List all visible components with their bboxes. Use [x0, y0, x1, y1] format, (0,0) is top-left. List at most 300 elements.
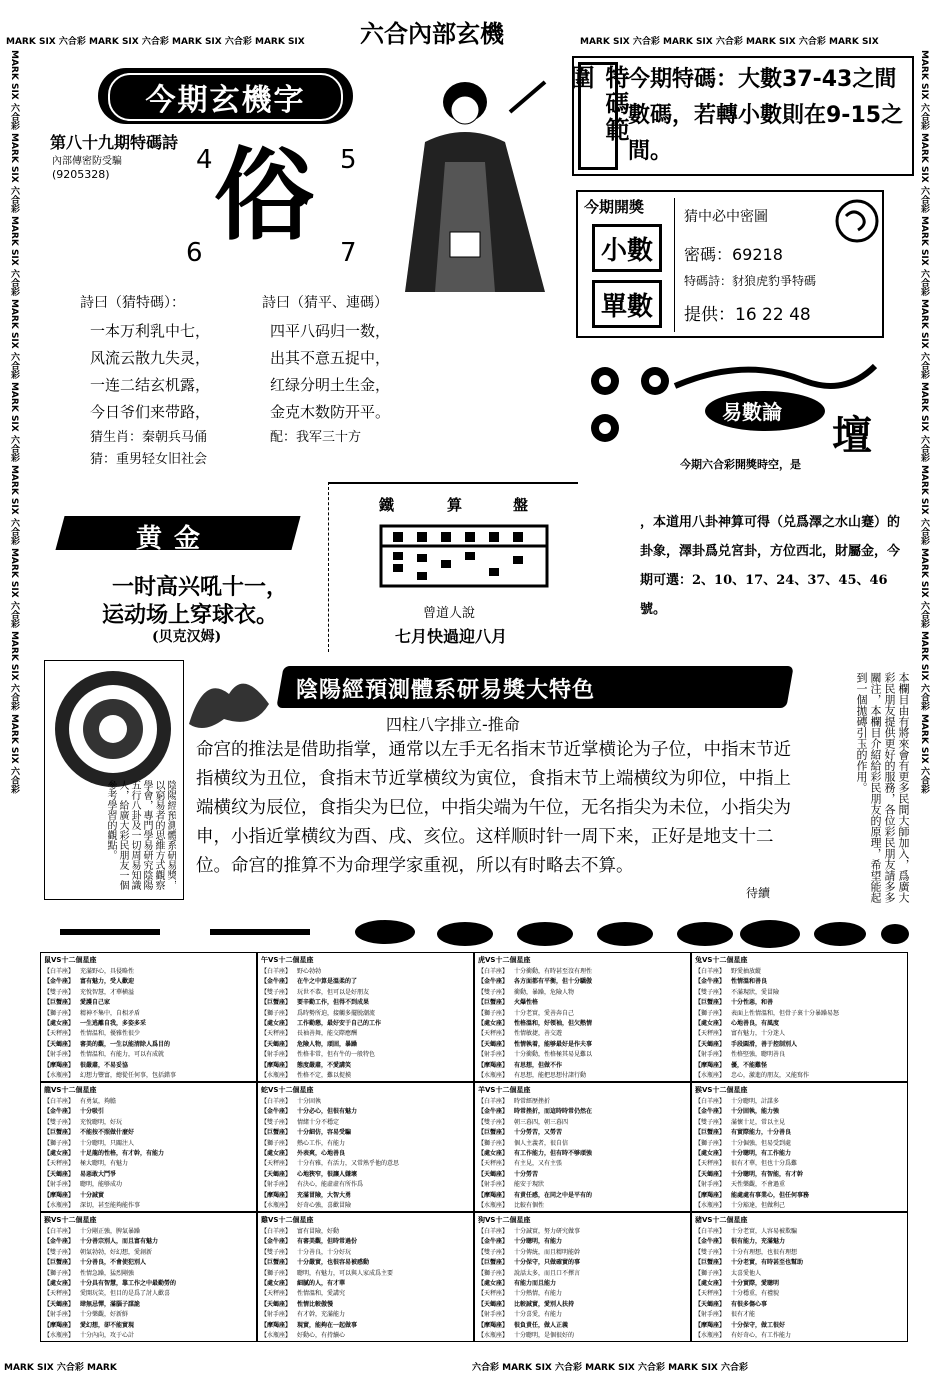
zodiac-sign: 【摩羯座】	[261, 1061, 292, 1069]
zodiac-sign: 【射手座】	[695, 1181, 726, 1189]
zodiac-row	[44, 1170, 253, 1180]
zodiac-desc: 在牛之中算是溫柔的了	[297, 978, 358, 986]
zodiac-desc: 性情温和，優雅性很少	[80, 1030, 141, 1038]
xuanji-char: 俗	[214, 136, 314, 254]
zodiac-row	[44, 1331, 253, 1341]
zodiac-sign: 【金牛座】	[44, 978, 75, 986]
zodiac-sign: 【巨蟹座】	[478, 1129, 509, 1137]
zodiac-row	[261, 1128, 470, 1138]
zodiac-sign: 【處女座】	[695, 1150, 726, 1158]
zodiac-sign: 【摩羯座】	[44, 1061, 75, 1069]
zodiac-row	[44, 1097, 253, 1107]
zodiac-desc: 愛開玩笑，但目的是爲了討人歡喜	[80, 1290, 171, 1298]
xuanji-logo	[98, 68, 353, 124]
zodiac-desc: 十分豁達，但做利己	[731, 1202, 786, 1210]
zodiac-desc: 有好奇心，有工作能力	[731, 1332, 792, 1340]
zodiac-desc: 十分固執	[297, 1098, 322, 1105]
zodiac-row	[44, 1139, 253, 1149]
yinyang-banner-text: 陰陽經預測體系研易獎大特色	[296, 677, 596, 703]
xuanji-num-tr: 5	[340, 145, 357, 175]
zodiac-desc: 十分保守，做工很好	[731, 1321, 786, 1329]
zodiac-desc: 心地狹窄，很讓人嫌壞	[297, 1170, 358, 1178]
zodiac-desc: 十分內向，攻于心計	[80, 1332, 135, 1340]
zodiac-desc: 長袖善舞，能交際應酬	[297, 1030, 358, 1038]
zodiac-desc: 滿懷十足，常以主見	[731, 1118, 786, 1126]
poem-left-lines	[90, 318, 210, 426]
zodiac-desc: 十分善宗別人，而且富有魅力	[80, 1238, 159, 1246]
zodiac-sign: 【巨蟹座】	[695, 1129, 726, 1137]
zodiac-sign: 【白羊座】	[695, 968, 726, 975]
zodiac-row	[261, 1201, 470, 1211]
zodiac-sign: 【雙子座】	[695, 1248, 726, 1256]
zodiac-row	[478, 1097, 687, 1107]
zodiac-desc: 十分倔強，但易受到處	[731, 1139, 792, 1147]
kaijiang-label: 今期開獎	[584, 198, 645, 216]
zodiac-desc: 衝動，暴躁，危險人物	[514, 988, 575, 996]
zodiac-sign: 【獅子座】	[695, 1009, 726, 1017]
bagua-chart-icon	[45, 661, 183, 797]
zodiac-row	[44, 1248, 253, 1258]
zodiac-sign: 【白羊座】	[44, 1098, 75, 1105]
zodiac-sign: 【金牛座】	[478, 1108, 509, 1116]
zodiac-row	[695, 1149, 904, 1159]
zodiac-desc: 細膩的人，有才華	[297, 1280, 346, 1288]
zodiac-row	[695, 1180, 904, 1190]
zodiac-sign: 【天蝎座】	[261, 1300, 292, 1308]
zodiac-row	[478, 1227, 687, 1237]
mitu-logo-icon	[834, 198, 880, 244]
zodiac-row	[261, 1289, 470, 1299]
zodiac-sign: 【白羊座】	[261, 968, 292, 975]
xuanji-logo-text: 今期玄機字	[145, 83, 306, 118]
zodiac-desc: 愛護自己家	[80, 999, 111, 1007]
zodiac-desc: 有很多傷心事	[731, 1300, 768, 1308]
zodiac-row	[695, 1237, 904, 1247]
zodiac-row	[478, 1040, 687, 1050]
zodiac-row	[44, 1071, 253, 1081]
zodiac-row	[695, 1009, 904, 1019]
zodiac-row	[44, 1289, 253, 1299]
zodiac-desc: 性格非常，但有牛的一般特色	[297, 1051, 376, 1059]
zodiac-desc: 優，不能難怪	[731, 1061, 768, 1069]
zodiac-desc: 有審美觀，但時常過份	[297, 1238, 358, 1246]
zodiac-row	[695, 1139, 904, 1149]
top-left-strip: MARK SIX 六合彩 MARK SIX 六合彩 MARK SIX 六合彩 MARK SIX	[6, 37, 305, 47]
zodiac-row	[695, 1029, 904, 1039]
zodiac-sign: 【處女座】	[695, 1280, 726, 1288]
zodiac-row	[261, 1097, 470, 1107]
zodiac-desc: 十分勞苦	[514, 1170, 539, 1178]
zodiac-row	[261, 977, 470, 987]
zodiac-row	[44, 1321, 253, 1331]
zodiac-desc: 十分衝動，性格極其易見難以	[514, 1051, 593, 1059]
zodiac-sign: 【射手座】	[695, 1051, 726, 1059]
zodiac-row	[478, 1248, 687, 1258]
poem-left-line: 今日爷们来带路，	[90, 403, 211, 421]
zodiac-sign: 【天秤座】	[261, 1030, 292, 1038]
zodiac-sign: 【雙子座】	[261, 988, 292, 996]
zodiac-sign: 【摩羯座】	[261, 1191, 292, 1199]
zodiac-cell-title: 狗VS十二個星座	[478, 1216, 531, 1224]
zodiac-row	[695, 1071, 904, 1081]
zodiac-row	[695, 1019, 904, 1029]
zodiac-sign: 【射手座】	[44, 1311, 75, 1319]
zodiac-row	[261, 1227, 470, 1237]
zodiac-sign: 【水瓶座】	[695, 1072, 726, 1080]
zodiac-row	[44, 1258, 253, 1268]
zodiac-row	[44, 1180, 253, 1190]
zodiac-row	[44, 988, 253, 998]
zodiac-desc: 很負責任，做人正義	[514, 1321, 569, 1329]
zodiac-desc: 十分嚴實，也很容易被感動	[297, 1259, 370, 1267]
zodiac-row	[44, 1040, 253, 1050]
zodiac-sign: 【白羊座】	[695, 1098, 726, 1105]
zodiac-desc: 精神不集中，自相矛盾	[80, 1009, 141, 1017]
zodiac-cell	[257, 952, 474, 1082]
zodiac-row	[261, 1300, 470, 1310]
zodiac-sign: 【白羊座】	[44, 1228, 75, 1235]
zodiac-sign: 【水瓶座】	[261, 1202, 292, 1210]
zodiac-desc: 十分聰明，有工作能力	[731, 1150, 792, 1158]
zodiac-desc: 性情敏捷，善交遊	[514, 1030, 563, 1038]
zodiac-desc: 十分善良，不會使犯別人	[80, 1259, 147, 1267]
zodiac-row	[478, 1180, 687, 1190]
zodiac-desc: 十分剛正強，脾氣暴躁	[80, 1228, 141, 1235]
zodiac-row	[695, 1061, 904, 1071]
xuanji-period: 第八十九期特碼詩	[50, 133, 179, 152]
zodiac-sign: 【獅子座】	[44, 1009, 75, 1017]
zodiac-desc: 十分具有智慧，靠工作之中最勤勞的	[80, 1280, 177, 1288]
zodiac-row	[478, 967, 687, 977]
zodiac-sign: 【雙子座】	[261, 1248, 292, 1256]
xuanji-num-bl: 6	[186, 238, 203, 268]
zodiac-row	[695, 1258, 904, 1268]
zodiac-row	[44, 1279, 253, 1289]
zodiac-sign: 【白羊座】	[478, 1098, 509, 1105]
zodiac-sign: 【金牛座】	[695, 1238, 726, 1246]
zodiac-row	[695, 1269, 904, 1279]
zodiac-row	[261, 1107, 470, 1117]
zodiac-sign: 【金牛座】	[695, 978, 726, 986]
zodiac-sign	[44, 1341, 80, 1342]
zodiac-desc: 有思想，但做不作	[514, 1061, 563, 1069]
zodiac-sign: 【雙子座】	[261, 1118, 292, 1126]
kaijiang-big2: 單數	[600, 291, 653, 322]
top-right-strip: MARK SIX 六合彩 MARK SIX 六合彩 MARK SIX 六合彩 MARK SIX	[580, 37, 879, 47]
zodiac-cell-title: 豬VS十二個星座	[695, 1216, 748, 1224]
zodiac-row	[261, 1139, 470, 1149]
zodiac-row	[44, 1237, 253, 1247]
zodiac-cell-title: 猴VS十二個星座	[695, 1086, 748, 1094]
zodiac-desc: 有勇氣，夠膽	[80, 1098, 117, 1105]
zodiac-sign: 【巨蟹座】	[478, 999, 509, 1007]
zodiac-row	[478, 1071, 687, 1081]
zodiac-row	[695, 967, 904, 977]
zodiac-row	[478, 1139, 687, 1149]
zodiac-sign: 【處女座】	[261, 1020, 292, 1028]
zodiac-sign: 【天蝎座】	[695, 1300, 726, 1308]
zodiac-sign: 【天蝎座】	[44, 1170, 75, 1178]
zodiac-row	[478, 1050, 687, 1060]
zodiac-sign: 【金牛座】	[261, 1108, 292, 1116]
bottom-left-strip: MARK SIX 六合彩 MARK	[4, 1363, 117, 1373]
zodiac-sign: 【巨蟹座】	[695, 1259, 726, 1267]
zodiac-sign: 【射手座】	[478, 1311, 509, 1319]
right-strip: MARK SIX 六合彩 MARK SIX 六合彩 MARK SIX 六合彩 MARK SIX 六合彩 MARK SIX 六合彩 MARK SIX 六合彩 MARK SIX 六合彩 MARK SIX 六合彩 MARK SIX 六合彩	[919, 50, 929, 794]
zodiac-row	[695, 1128, 904, 1138]
zodiac-desc: 十分衝動，有時甚至沒有理性	[514, 968, 593, 975]
yinyang-banner	[280, 666, 790, 708]
zodiac-desc: 好奇心強，喜歡冒險	[297, 1202, 352, 1210]
zodiac-row	[695, 1159, 904, 1169]
suanpan-main: 七月快過迎八月	[395, 627, 508, 646]
zodiac-sign: 【摩羯座】	[695, 1191, 726, 1199]
zodiac-row	[478, 1170, 687, 1180]
yinyang-subtitle: 四柱八字排立-推命	[386, 715, 520, 734]
zodiac-row	[478, 1128, 687, 1138]
zodiac-sign: 【雙子座】	[44, 988, 75, 996]
kaijiang-provide: 提供：16 22 48	[684, 305, 811, 325]
zodiac-desc: 富有魅力，十分迷人	[731, 1030, 786, 1038]
zodiac-row	[261, 1050, 470, 1060]
zodiac-row	[261, 1331, 470, 1341]
gold-line2: 运动场上穿球衣。	[102, 602, 279, 628]
kaijiang-big1: 小數	[600, 235, 653, 266]
zodiac-sign	[478, 1341, 514, 1342]
zodiac-desc: 時常挫折，而這時時常仍然在	[514, 1108, 593, 1116]
zodiac-row	[478, 1191, 687, 1201]
zodiac-desc: 性格堅強，聰明善良	[731, 1051, 786, 1059]
zodiac-cell-title: 午VS十二個星座	[261, 956, 314, 964]
zodiac-row	[44, 998, 253, 1008]
poem-right-line: 金克木数防开平。	[270, 403, 391, 421]
zodiac-desc: 十分聰明，是個很好的	[514, 1332, 575, 1340]
zodiac-sign: 【巨蟹座】	[261, 1129, 292, 1137]
xuanji-num-tl: 4	[196, 145, 213, 175]
zodiac-row	[478, 1331, 687, 1341]
zodiac-desc: 十分樂觀，好新鮮	[80, 1311, 129, 1319]
zodiac-desc: 易惡敢大鬥爭	[80, 1170, 117, 1178]
zodiac-row	[695, 1227, 904, 1237]
zodiac-desc: 有才幹，充滿能力	[297, 1311, 346, 1319]
zodiac-cell-title: 鼠VS十二個星座	[44, 956, 97, 964]
zodiac-cell	[257, 1082, 474, 1212]
zodiac-desc: 充滿冒險，大智大勇	[297, 1191, 352, 1199]
poem-right-line: 四平八码归一数，	[270, 322, 391, 340]
zodiac-sign: 【天秤座】	[478, 1160, 509, 1168]
left-strip: MARK SIX 六合彩 MARK SIX 六合彩 MARK SIX 六合彩 MARK SIX 六合彩 MARK SIX 六合彩 MARK SIX 六合彩 MARK SIX 六合彩 MARK SIX 六合彩 MARK SIX 六合彩	[9, 50, 19, 794]
zodiac-cell-title: 雞VS十二個星座	[261, 1216, 314, 1224]
zodiac-desc: 性情溫和善良	[731, 978, 768, 986]
zodiac-sign: 【獅子座】	[261, 1269, 292, 1277]
page-title: 六合內部玄機	[360, 19, 504, 48]
zodiac-desc	[514, 1341, 687, 1342]
zodiac-sign: 【處女座】	[261, 1280, 292, 1288]
zodiac-sign	[695, 1341, 731, 1342]
zodiac-desc: 十分聰明，只關注人	[80, 1139, 135, 1147]
yishu-line1: 今期六合彩開獎時空，是	[680, 458, 801, 471]
zodiac-sign: 【獅子座】	[44, 1269, 75, 1277]
zodiac-desc: 十分熱情，有能力	[514, 1290, 563, 1298]
zodiac-sign: 【天蝎座】	[478, 1300, 509, 1308]
zodiac-sign: 【天蝎座】	[695, 1170, 726, 1178]
zodiac-row	[261, 1149, 470, 1159]
zodiac-row	[695, 1321, 904, 1331]
deity-figure-image	[395, 72, 565, 300]
suanpan-t2: 算	[447, 496, 463, 514]
zodiac-desc: 性情温和，有能力，可以有成就	[80, 1051, 165, 1059]
zodiac-row	[695, 1118, 904, 1128]
poem-left-footer2: 猜：重男轻女旧社会	[90, 452, 208, 467]
zodiac-desc: 十分勞苦，又勞苦	[514, 1129, 563, 1137]
zodiac-row	[261, 1279, 470, 1289]
zodiac-sign: 【水瓶座】	[478, 1202, 509, 1210]
poem-left-head: 詩曰（猜特碼）：	[80, 295, 185, 311]
zodiac-row	[478, 1269, 687, 1279]
zodiac-desc: 太喜愛他人	[731, 1269, 762, 1277]
zodiac-cell	[474, 952, 691, 1082]
gold-line3: (贝克汉姆)	[152, 629, 222, 645]
zodiac-desc: 工作勤懇，最好安于自己的工作	[297, 1020, 382, 1028]
zodiac-desc: 充悅智慧，才華横溢	[80, 988, 135, 996]
zodiac-desc: 富有冒險，好動	[297, 1228, 340, 1235]
zodiac-sign: 【處女座】	[478, 1020, 509, 1028]
zodiac-row	[261, 1071, 470, 1081]
zodiac-sign: 【水瓶座】	[261, 1332, 292, 1340]
zodiac-sign: 【射手座】	[44, 1181, 75, 1189]
xuanji-note: 內部傳密防受騙	[52, 156, 122, 167]
zodiac-row	[695, 1341, 904, 1342]
zodiac-desc: 現實，能夠在一起做事	[297, 1321, 358, 1329]
zodiac-desc: 態度嚴肅，不愛講笑	[297, 1061, 352, 1069]
zodiac-sign: 【白羊座】	[478, 1228, 509, 1235]
zodiac-desc: 有工作能力，但有時不够頑強	[514, 1150, 593, 1158]
zodiac-desc: 十分性惡，和善	[731, 999, 774, 1007]
zodiac-desc: 危險人物，頑固，暴躁	[297, 1040, 358, 1048]
zodiac-row	[44, 1050, 253, 1060]
zodiac-cell	[474, 1212, 691, 1342]
zodiac-desc: 有實際能力，十分善良	[731, 1129, 792, 1137]
zodiac-grid	[40, 952, 908, 1344]
zodiac-row	[44, 1341, 253, 1342]
zodiac-sign: 【天蝎座】	[261, 1040, 292, 1048]
zodiac-sign	[261, 1341, 297, 1342]
zodiac-row	[261, 967, 470, 977]
zodiac-sign: 【摩羯座】	[478, 1061, 509, 1069]
zodiac-row	[478, 988, 687, 998]
zodiac-sign: 【射手座】	[261, 1181, 292, 1189]
zodiac-desc: 有能力而且能力	[514, 1280, 557, 1288]
zodiac-desc: 很有才能	[731, 1311, 756, 1319]
zodiac-sign: 【射手座】	[261, 1051, 292, 1059]
zodiac-row	[261, 1237, 470, 1247]
zodiac-desc: 十分有理想，也很有理想	[731, 1248, 798, 1256]
poem-right-head: 詩曰（猜平、連碼）	[262, 295, 388, 311]
zodiac-sign: 【獅子座】	[478, 1009, 509, 1017]
zodiac-sign: 【天蝎座】	[261, 1170, 292, 1178]
zodiac-desc: 性格溫和，好領袖，但欠熱情	[514, 1020, 593, 1028]
zodiac-sign: 【雙子座】	[478, 988, 509, 996]
zodiac-desc: 一生逃離自我，多姿多采	[80, 1020, 147, 1028]
zodiac-row	[695, 1248, 904, 1258]
poem-right-footer1: 配：我军三十方	[270, 430, 362, 445]
zodiac-sign: 【天秤座】	[478, 1030, 509, 1038]
zodiac-sign: 【雙子座】	[44, 1118, 75, 1126]
zodiac-sign: 【摩羯座】	[478, 1191, 509, 1199]
zodiac-sign: 【獅子座】	[478, 1139, 509, 1147]
zodiac-desc: 朝三暮四，朝三暮四	[514, 1118, 569, 1126]
zodiac-desc: 十分喜愛，有能力	[514, 1311, 563, 1319]
zodiac-desc: 極大聰明，有魅力	[80, 1160, 129, 1168]
zodiac-cell-title: 虎VS十二個星座	[478, 956, 531, 964]
zodiac-sign: 【巨蟹座】	[261, 1259, 292, 1267]
zodiac-cell	[474, 1082, 691, 1212]
zodiac-desc: 十分誠實，努力研究做事	[514, 1228, 581, 1235]
zodiac-desc: 性情比較傲慢	[297, 1300, 334, 1308]
zodiac-desc: 審美的觀，一生以能清除人爲目的	[80, 1040, 171, 1048]
zodiac-cell	[40, 952, 257, 1082]
zodiac-sign: 【水瓶座】	[44, 1202, 75, 1210]
zodiac-desc: 不滿現狀，愛冒險	[731, 988, 780, 996]
yinyang-body: 命宫的推法是借助指掌，通常以左手无名指末节近掌横论为子位，中指末节近指横纹为丑位，食指末节近掌横纹为寅位，食指末节上端横纹为卯位，中指上端横纹为辰位，食指尖为巳位，中指尖端为午位，无名指尖为未位，小指尖为申，小指近掌横纹为酉、戌、亥位。这样顺时针一周下来，正好是地支十二位。命宫的推算不为命理学家重视，所以有时略去不算。	[196, 740, 791, 876]
zodiac-row	[478, 1258, 687, 1268]
zodiac-row	[478, 1029, 687, 1039]
zodiac-cell-title: 蛇VS十二個星座	[261, 1086, 314, 1094]
yinyang-side-left: 陰陽經預測體系研易獎，以窮易者的思維方式觀察學會，專門學易研究陰陽五行八卦及一切周易知識人，給廣大彩民朋友一個參考學習的觀點。	[105, 780, 176, 890]
zodiac-sign: 【處女座】	[261, 1150, 292, 1158]
zodiac-desc: 外表爽，心地善良	[297, 1150, 346, 1158]
zodiac-cell-title: 兔VS十二個星座	[695, 956, 748, 964]
poem-left-line: 一连二结玄机露，	[90, 376, 211, 394]
zodiac-desc: 十分必心，但很有魅力	[297, 1108, 358, 1116]
zodiac-row	[695, 1191, 904, 1201]
suanpan-panel	[328, 482, 578, 652]
zodiac-desc	[297, 1341, 470, 1342]
zodiac-row	[478, 1321, 687, 1331]
zodiac-row	[695, 1201, 904, 1211]
zodiac-row	[261, 988, 470, 998]
zodiac-desc: 十分吸引	[80, 1108, 105, 1116]
tema-panel	[566, 56, 914, 176]
zodiac-desc: 能處處有事業心，但任何事務	[731, 1191, 810, 1199]
zodiac-sign: 【水瓶座】	[44, 1072, 75, 1080]
zodiac-sign: 【獅子座】	[261, 1009, 292, 1017]
zodiac-desc: 十分老實，愛善奔自己	[514, 1009, 575, 1017]
suanpan-sub: 曾道人說	[423, 606, 476, 621]
zodiac-row	[478, 998, 687, 1008]
zodiac-sign: 【金牛座】	[44, 1108, 75, 1116]
zodiac-sign: 【水瓶座】	[261, 1072, 292, 1080]
zodiac-sign: 【獅子座】	[695, 1269, 726, 1277]
zodiac-row	[261, 1341, 470, 1342]
gold-title: 黄金	[136, 524, 213, 554]
poem-right-line: 红绿分明土生金，	[270, 376, 391, 394]
zodiac-desc: 有責任感，在同之中是平有的	[514, 1191, 593, 1199]
zodiac-sign: 【金牛座】	[261, 978, 292, 986]
zodiac-cell	[40, 1082, 257, 1212]
zodiac-row	[478, 1159, 687, 1169]
zodiac-row	[261, 1040, 470, 1050]
zodiac-sign: 【天蝎座】	[695, 1040, 726, 1048]
zodiac-sign: 【天秤座】	[44, 1290, 75, 1298]
zodiac-row	[44, 1269, 253, 1279]
zodiac-sign: 【摩羯座】	[44, 1321, 75, 1329]
zodiac-row	[44, 1227, 253, 1237]
zodiac-row	[44, 1310, 253, 1320]
zodiac-desc: 心地善良，有風度	[731, 1020, 780, 1028]
zodiac-row	[478, 1019, 687, 1029]
zodiac-cell	[40, 1212, 257, 1342]
